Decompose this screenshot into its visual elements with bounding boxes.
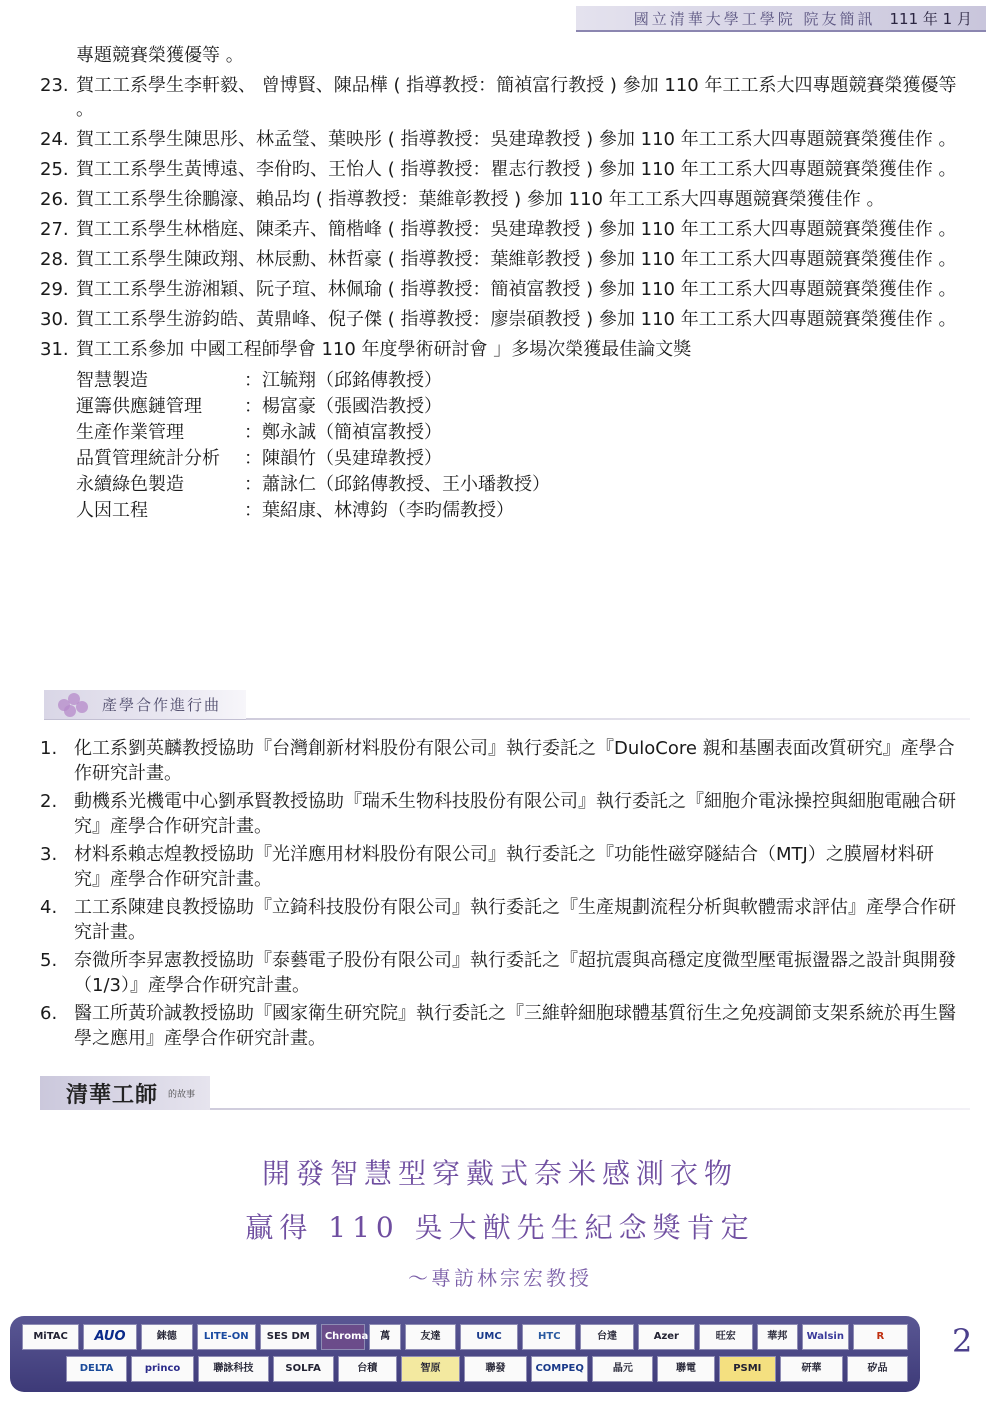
- sponsor-row: [22, 1356, 908, 1382]
- table-row: [76, 394, 550, 420]
- list-item: [40, 736, 960, 786]
- winner-name: ：蕭詠仁（邱銘傳教授、王小璠教授）: [244, 474, 550, 495]
- section-title: 清華工師: [66, 1081, 159, 1108]
- item-text: 賀工工系學生陳思彤、林孟瑩、葉映彤 ( 指導教授：吳建瑋教授 ) 參加 110 年工工系大四專題競賽榮獲佳作 。: [76, 129, 957, 150]
- award-item: [40, 218, 980, 242]
- item-text: 工工系陳建良教授協助『立錡科技股份有限公司』執行委託之『生產規劃流程分析與軟體需求評估』產學合作研究計畫。: [74, 897, 956, 943]
- sponsor-logo: AUO: [83, 1324, 137, 1350]
- winner-name: ：楊富豪（張國浩教授）: [244, 396, 442, 417]
- winner-name: ：鄭永誠（簡禎富教授）: [244, 422, 442, 443]
- sponsor-logo: 研華: [780, 1356, 843, 1382]
- list-item: [40, 948, 960, 998]
- sponsor-logo-bar: [10, 1316, 920, 1392]
- table-row: [76, 368, 550, 394]
- sponsor-logo: 華邦: [757, 1324, 798, 1350]
- winner-name: ：江毓翔（邱銘傳教授）: [244, 370, 442, 391]
- session-category: 運籌供應鏈管理: [76, 396, 202, 417]
- sponsor-logo: 錸德: [141, 1324, 193, 1350]
- sponsor-logo: 晶元: [592, 1356, 653, 1382]
- item-text: 動機系光機電中心劉承賢教授協助『瑞禾生物科技股份有限公司』執行委託之『細胞介電泳操控與細胞電融合研究』產學合作研究計畫。: [74, 791, 956, 837]
- item-text: 化工系劉英麟教授協助『台灣創新材料股份有限公司』執行委託之『DuloCore 親和基團表面改質研究』產學合作研究計畫。: [74, 738, 955, 784]
- table-row: [76, 420, 550, 446]
- sponsor-logo: UMC: [460, 1324, 519, 1350]
- session-category: 智慧製造: [76, 370, 148, 391]
- item-number: 6.: [40, 1003, 58, 1024]
- sponsor-logo: R: [853, 1324, 908, 1350]
- award-list: [40, 44, 980, 524]
- item-number: 4.: [40, 897, 58, 918]
- item-text: 奈微所李昇憲教授協助『泰藝電子股份有限公司』執行委託之『超抗震與高穩定度微型壓電振盪器之設計與開發（1/3）』產學合作研究計畫。: [74, 950, 956, 996]
- item-text: 材料系賴志煌教授協助『光洋應用材料股份有限公司』執行委託之『功能性磁穿隧結合（MTJ）之膜層材料研究』產學合作研究計畫。: [74, 844, 934, 890]
- flower-icon: [54, 691, 94, 719]
- sponsor-logo: 台積: [338, 1356, 397, 1382]
- sponsor-logo: DELTA: [66, 1356, 127, 1382]
- sponsor-logo: PSMI: [719, 1356, 776, 1382]
- item-text: 賀工工系學生黃博遠、李佾昀、王怡人 ( 指導教授：瞿志行教授 ) 參加 110 年工工系大四專題競賽榮獲佳作 。: [76, 159, 957, 180]
- session-category: 人因工程: [76, 500, 148, 521]
- table-row: [76, 498, 550, 524]
- item-number: 5.: [40, 950, 58, 971]
- award-item: [40, 338, 980, 362]
- section-divider: [246, 718, 970, 720]
- sponsor-logo: 聯電: [657, 1356, 714, 1382]
- list-item: [40, 1001, 960, 1051]
- award-item: [40, 248, 980, 272]
- winner-name: ：陳韻竹（吳建瑋教授）: [244, 448, 442, 469]
- item-number: 26.: [40, 189, 69, 210]
- item-text: 賀工工系學生林楷庭、陳柔卉、簡楷峰 ( 指導教授：吳建瑋教授 ) 參加 110 年工工系大四專題競賽榮獲佳作 。: [76, 219, 957, 240]
- sponsor-logo: princo: [131, 1356, 194, 1382]
- item-text: 賀工工系參加 中國工程師學會 110 年度學術研討會 」多場次榮獲最佳論文獎: [76, 339, 692, 360]
- sponsor-row: [22, 1324, 908, 1350]
- issue-date: 111 年 1 月: [889, 9, 972, 28]
- item-text: 賀工工系學生游鈞皓、黃鼎峰、倪子傑 ( 指導教授：廖崇碩教授 ) 參加 110 年工工系大四專題競賽榮獲佳作 。: [76, 309, 957, 330]
- item-text: 醫工所黃玠誠教授協助『國家衛生研究院』執行委託之『三維幹細胞球體基質衍生之免疫調節支架系統於再生醫學之應用』產學合作研究計畫。: [74, 1003, 956, 1049]
- sponsor-logo: 友達: [405, 1324, 455, 1350]
- item-number: 31.: [40, 339, 69, 360]
- newsletter-header: [576, 6, 986, 32]
- sponsor-logo: 聯詠科技: [198, 1356, 269, 1382]
- list-item: [40, 842, 960, 892]
- winner-name: ：葉紹康、林溥鈞（李昀儒教授）: [244, 500, 514, 521]
- sponsor-logo: SOLFA: [273, 1356, 334, 1382]
- item-number: 30.: [40, 309, 69, 330]
- feature-title-line-1: 開發智慧型穿戴式奈米感測衣物: [261, 1157, 738, 1190]
- award-item: [40, 128, 980, 152]
- best-paper-table: [76, 368, 550, 524]
- item-text: 賀工工系學生陳政翔、林辰勳、林哲豪 ( 指導教授：葉維彰教授 ) 參加 110 年工工系大四專題競賽榮獲佳作 。: [76, 249, 957, 270]
- item-number: 3.: [40, 844, 58, 865]
- item-number: 28.: [40, 249, 69, 270]
- page-number: 2: [952, 1322, 973, 1360]
- section-title: 產學合作進行曲: [102, 696, 222, 714]
- award-item: [40, 158, 980, 182]
- item-number: 2.: [40, 791, 58, 812]
- award-item: [40, 188, 980, 212]
- item-number: 27.: [40, 219, 69, 240]
- section-subtitle: 的故事: [168, 1089, 196, 1100]
- cooperation-section-banner: [44, 690, 246, 720]
- sponsor-logo: 萬: [369, 1324, 402, 1350]
- table-row: [76, 472, 550, 498]
- award-continuation: 專題競賽榮獲優等 。: [76, 45, 244, 66]
- item-number: 1.: [40, 738, 58, 759]
- item-number: 29.: [40, 279, 69, 300]
- session-category: 生產作業管理: [76, 422, 184, 443]
- sponsor-logo: Walsin: [802, 1324, 849, 1350]
- sponsor-logo: 智原: [401, 1356, 460, 1382]
- sponsor-logo: 台達: [580, 1324, 634, 1350]
- item-text: 賀工工系學生游湘穎、阮子瑄、林佩瑜 ( 指導教授：簡禎富教授 ) 參加 110 年工工系大四專題競賽榮獲佳作 。: [76, 279, 957, 300]
- sponsor-logo: Chroma: [321, 1324, 365, 1350]
- award-item: [40, 278, 980, 302]
- sponsor-logo: LITE-ON: [197, 1324, 256, 1350]
- item-text: 賀工工系學生徐鵬濠、賴品均 ( 指導教授：葉維彰教授 ) 參加 110 年工工系大四專題競賽榮獲佳作 。: [76, 189, 885, 210]
- sponsor-logo: COMPEQ: [531, 1356, 588, 1382]
- table-row: [76, 446, 550, 472]
- item-text: 賀工工系學生李軒毅、 曾博賢、陳品樺 ( 指導教授：簡禎富行教授 ) 參加 110 年工工系大四專題競賽榮獲優等 。: [76, 75, 957, 120]
- item-number: 23.: [40, 75, 69, 96]
- sponsor-logo: HTC: [522, 1324, 576, 1350]
- sponsor-logo: 矽品: [847, 1356, 908, 1382]
- session-category: 品質管理統計分析: [76, 448, 220, 469]
- item-number: 25.: [40, 159, 69, 180]
- newsletter-name: 國立清華大學工學院 院友簡訊: [633, 9, 876, 28]
- list-item: [40, 789, 960, 839]
- item-number: 24.: [40, 129, 69, 150]
- sponsor-logo: 旺宏: [699, 1324, 753, 1350]
- award-item: [40, 308, 980, 332]
- sponsor-logo: MiTAC: [22, 1324, 79, 1350]
- list-item: [40, 895, 960, 945]
- story-section-banner: [40, 1076, 210, 1110]
- sponsor-logo: 聯發: [464, 1356, 527, 1382]
- session-category: 永續綠色製造: [76, 474, 184, 495]
- cooperation-list: [40, 736, 960, 1054]
- award-item: [40, 74, 980, 122]
- feature-title-line-2: 贏得 110 吳大猷先生紀念獎肯定: [245, 1211, 755, 1244]
- sponsor-logo: Azer: [638, 1324, 695, 1350]
- sponsor-logo: SES DM: [260, 1324, 317, 1350]
- section-divider: [210, 1108, 970, 1110]
- feature-subtitle: ～專訪林宗宏教授: [408, 1266, 592, 1290]
